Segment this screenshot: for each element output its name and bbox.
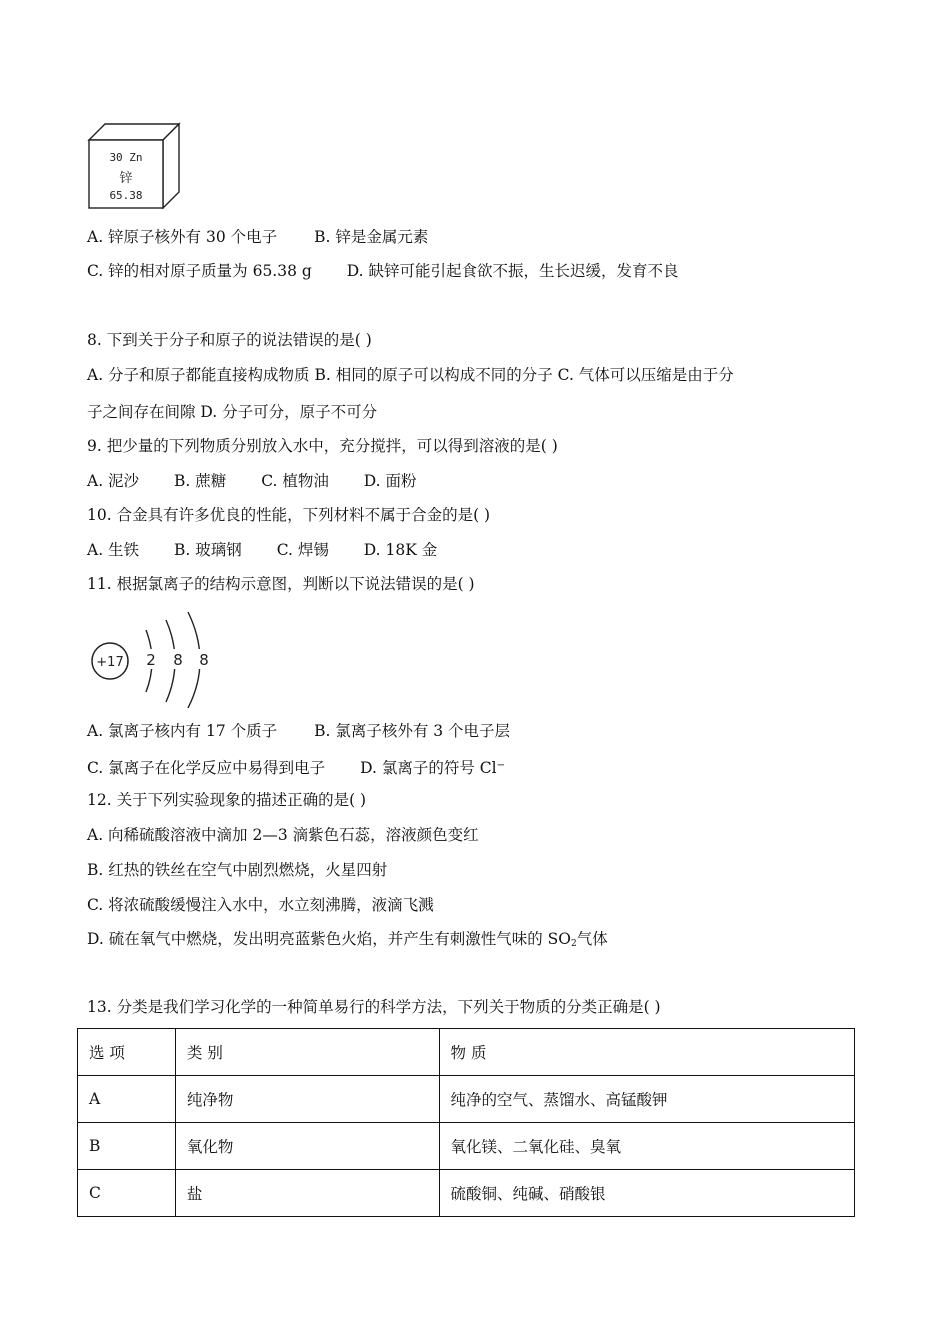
row-c-substances: 硫酸铜、纯碱、硝酸银 <box>439 1170 854 1217</box>
q7-options-row1 <box>87 227 428 247</box>
zinc-element-card <box>86 121 182 209</box>
q12-option-d-text: D. 硫在氧气中燃烧，发出明亮蓝紫色火焰，并产生有刺激性气味的 SO <box>87 930 571 948</box>
zinc-atomic-mass: 65.38 <box>109 189 143 202</box>
row-c-option: C <box>78 1170 176 1217</box>
q9-option-b[interactable]: B. 蔗糖 <box>174 472 227 490</box>
q11-option-a[interactable]: A. 氯离子核内有 17 个质子 <box>87 722 278 740</box>
row-b-substances: 氧化镁、二氧化硅、臭氧 <box>439 1123 854 1170</box>
q8-options-line2[interactable]: 子之间存在间隙 D. 分子可分，原子不可分 <box>87 403 378 421</box>
zinc-name: 锌 <box>119 171 133 186</box>
q13-stem: 13. 分类是我们学习化学的一种简单易行的科学方法，下列关于物质的分类正确是( ) <box>87 998 661 1016</box>
shell-electrons-1: 2 <box>146 651 156 669</box>
q9-option-a[interactable]: A. 泥沙 <box>87 472 140 490</box>
q10-option-c[interactable]: C. 焊锡 <box>276 541 329 559</box>
shell-electrons-2: 8 <box>173 651 183 669</box>
table-row <box>78 1170 855 1217</box>
q12-option-d[interactable] <box>87 929 608 954</box>
q7-option-c[interactable]: C. 锌的相对原子质量为 65.38 g <box>87 262 312 280</box>
q11-option-b[interactable]: B. 氯离子核外有 3 个电子层 <box>314 722 511 740</box>
q12-option-b[interactable]: B. 红热的铁丝在空气中剧烈燃烧，火星四射 <box>87 861 388 879</box>
row-c-category: 盐 <box>175 1170 439 1217</box>
classification-table <box>77 1028 855 1217</box>
q12-option-a[interactable]: A. 向稀硫酸溶液中滴加 2—3 滴紫色石蕊，溶液颜色变红 <box>87 826 479 844</box>
q12-stem: 12. 关于下列实验现象的描述正确的是( ) <box>87 791 367 809</box>
q10-options <box>87 540 437 560</box>
row-b-category: 氧化物 <box>175 1123 439 1170</box>
header-substance: 物 质 <box>439 1029 854 1076</box>
nucleus-charge: +17 <box>96 655 124 670</box>
q11-options-row2 <box>87 756 505 778</box>
q11-option-d[interactable] <box>360 756 505 778</box>
q12-option-d-subscript: 2 <box>570 939 577 949</box>
q11-stem: 11. 根据氯离子的结构示意图，判断以下说法错误的是( ) <box>87 575 475 593</box>
q7-option-a[interactable]: A. 锌原子核外有 30 个电子 <box>87 228 278 246</box>
q9-option-d[interactable]: D. 面粉 <box>363 472 417 490</box>
q10-stem: 10. 合金具有许多优良的性能，下列材料不属于合金的是( ) <box>87 506 491 524</box>
zinc-atomic-symbol: 30 Zn <box>109 151 143 164</box>
row-b-option: B <box>78 1123 176 1170</box>
q8-stem: 8. 下到关于分子和原子的说法错误的是( ) <box>87 331 372 349</box>
row-a-substances: 纯净的空气、蒸馏水、高锰酸钾 <box>439 1076 854 1123</box>
q12-option-d-tail: 气体 <box>576 930 608 948</box>
q10-option-d[interactable]: D. 18K 金 <box>363 541 438 559</box>
q9-options <box>87 471 417 491</box>
q7-option-d[interactable]: D. 缺锌可能引起食欲不振，生长迟缓，发育不良 <box>346 262 679 280</box>
q8-options-line1[interactable]: A. 分子和原子都能直接构成物质 B. 相同的原子可以构成不同的分子 C. 气体可以压缩是由于分 <box>87 366 734 384</box>
header-option: 选 项 <box>78 1029 176 1076</box>
row-a-category: 纯净物 <box>175 1076 439 1123</box>
q7-options-row2 <box>87 261 678 281</box>
q7-option-b[interactable]: B. 锌是金属元素 <box>314 228 429 246</box>
row-a-option: A <box>78 1076 176 1123</box>
table-header-row <box>78 1029 855 1076</box>
q11-option-c[interactable]: C. 氯离子在化学反应中易得到电子 <box>87 759 326 777</box>
q9-stem: 9. 把少量的下列物质分别放入水中，充分搅拌，可以得到溶液的是( ) <box>87 437 558 455</box>
q11-option-d-superscript: − <box>496 760 505 771</box>
q10-option-b[interactable]: B. 玻璃钢 <box>174 541 242 559</box>
table-row <box>78 1123 855 1170</box>
q9-option-c[interactable]: C. 植物油 <box>261 472 329 490</box>
atom-diagram-svg <box>88 608 218 708</box>
q12-option-c[interactable]: C. 将浓硫酸缓慢注入水中，水立刻沸腾，液滴飞溅 <box>87 896 434 914</box>
q11-options-row1 <box>87 721 510 741</box>
q10-option-a[interactable]: A. 生铁 <box>87 541 140 559</box>
q11-option-d-text: D. 氯离子的符号 Cl <box>360 759 497 777</box>
table-row <box>78 1076 855 1123</box>
chloride-ion-structure-diagram <box>88 608 218 708</box>
shell-electrons-3: 8 <box>199 651 209 669</box>
header-category: 类 别 <box>175 1029 439 1076</box>
